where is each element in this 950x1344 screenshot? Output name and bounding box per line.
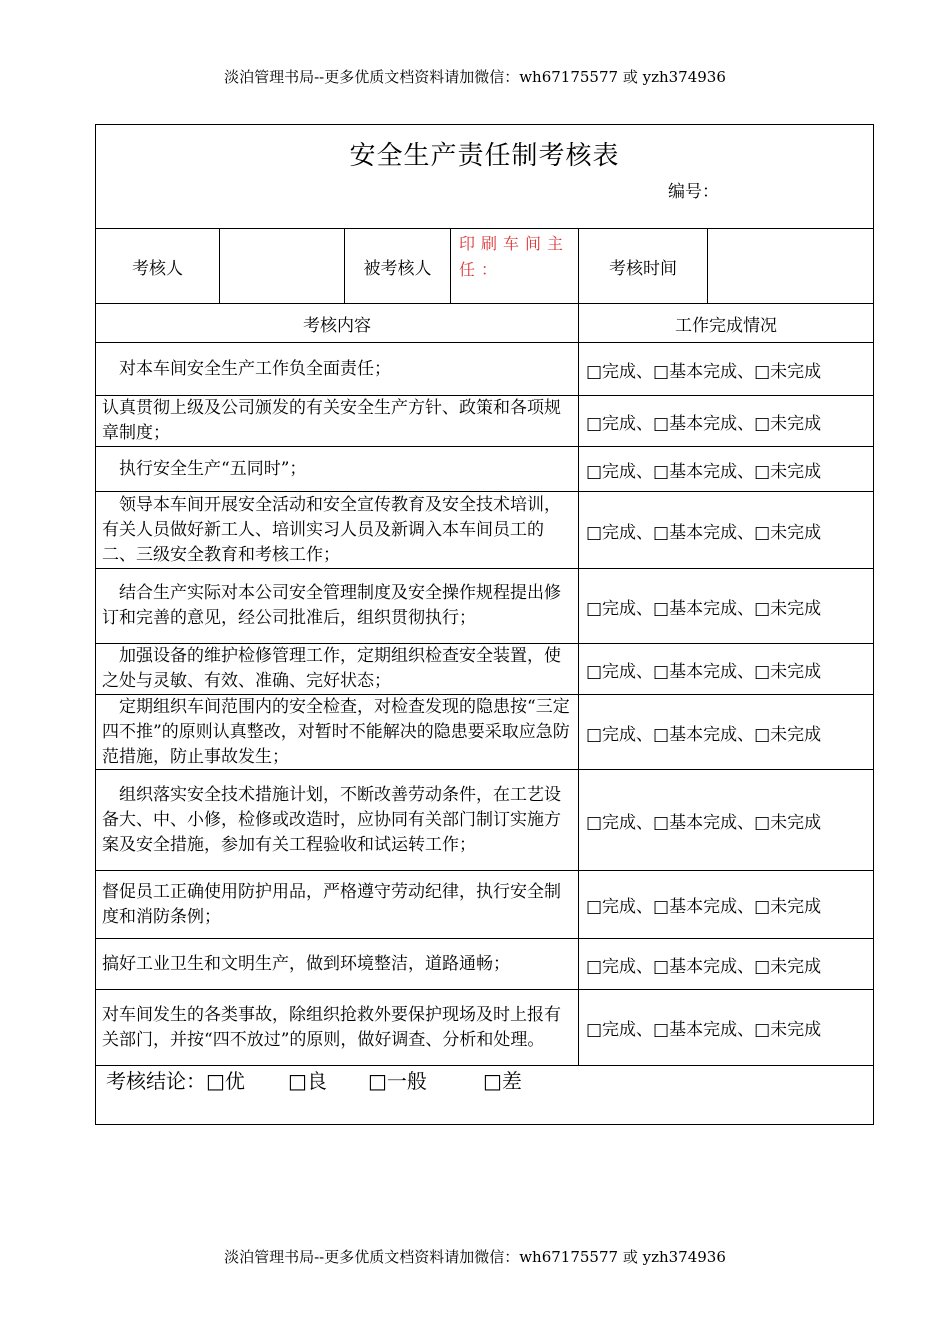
conclusion-option-excellent[interactable]: □优 — [206, 1069, 245, 1093]
item-status[interactable]: □完成、□基本完成、□未完成 — [586, 897, 822, 917]
item-content: 领导本车间开展安全活动和安全宣传教育及安全技术培训，有关人员做好新工人、培训实习人员及新调入本车间员工的二、三级安全教育和考核工作； — [102, 494, 561, 565]
time-label: 考核时间 — [609, 258, 677, 279]
conclusion-option-good[interactable]: □良 — [288, 1069, 327, 1093]
item-status[interactable]: □完成、□基本完成、□未完成 — [586, 812, 822, 833]
item-content: 认真贯彻上级及公司颁发的有关安全生产方针、政策和各项规章制度； — [102, 398, 561, 443]
item-content: 定期组织车间范围内的安全检查，对检查发现的隐患按“三定四不推”的原则认真整改，对暂时不能解决的隐患要采取应急防范措施，防止事故发生； — [102, 696, 570, 767]
conclusion-row — [106, 1065, 522, 1094]
item-status[interactable]: □完成、□基本完成、□未完成 — [586, 1020, 822, 1040]
item-status[interactable]: □完成、□基本完成、□未完成 — [586, 598, 822, 619]
item-content: 执行安全生产“五同时”； — [119, 458, 307, 479]
item-status[interactable]: □完成、□基本完成、□未完成 — [586, 461, 822, 482]
conclusion-option-poor[interactable]: □差 — [483, 1069, 522, 1093]
assessment-form — [95, 124, 874, 1125]
item-content: 对本车间安全生产工作负全面责任； — [119, 358, 391, 379]
assessor-value[interactable] — [220, 229, 344, 303]
form-title: 安全生产责任制考核表 — [349, 141, 620, 171]
item-content: 搞好工业卫生和文明生产，做到环境整洁，道路通畅； — [102, 953, 510, 974]
form-number-label: 编号： — [668, 182, 719, 202]
conclusion-option-average[interactable]: □一般 — [368, 1069, 427, 1093]
item-status[interactable]: □完成、□基本完成、□未完成 — [586, 724, 822, 745]
item-status[interactable]: □完成、□基本完成、□未完成 — [586, 522, 822, 543]
conclusion-label: 考核结论： — [106, 1069, 206, 1093]
item-status[interactable]: □完成、□基本完成、□未完成 — [586, 361, 822, 382]
header-note: 淡泊管理书局--更多优质文档资料请加微信：wh67175577 或 yzh374936 — [224, 68, 726, 86]
item-content: 对车间发生的各类事故，除组织抢救外要保护现场及时上报有关部门，并按“四不放过”的原则，做好调查、分析和处理。 — [102, 1004, 561, 1050]
assessee-value[interactable]: 印刷车间主任： — [459, 234, 570, 279]
content-header: 考核内容 — [303, 315, 371, 336]
item-content: 结合生产实际对本公司安全管理制度及安全操作规程提出修订和完善的意见，经公司批准后，组织贯彻执行； — [102, 583, 561, 628]
item-content: 组织落实安全技术措施计划，不断改善劳动条件，在工艺设备大、中、小修，检修或改造时，应协同有关部门制订实施方案及安全措施，参加有关工程验收和试运转工作； — [102, 784, 561, 855]
assessor-label: 考核人 — [132, 258, 183, 279]
item-status[interactable]: □完成、□基本完成、□未完成 — [586, 956, 822, 977]
item-status[interactable]: □完成、□基本完成、□未完成 — [586, 661, 822, 682]
item-content: 加强设备的维护检修管理工作，定期组织检查安全装置，使之处与灵敏、有效、准确、完好状态； — [102, 646, 561, 691]
item-status[interactable]: □完成、□基本完成、□未完成 — [586, 413, 822, 434]
status-header: 工作完成情况 — [675, 315, 777, 336]
rule — [578, 228, 579, 1065]
assessee-label: 被考核人 — [363, 258, 432, 279]
item-content: 督促员工正确使用防护用品，严格遵守劳动纪律，执行安全制度和消防条例； — [102, 881, 561, 927]
time-value[interactable] — [708, 229, 873, 303]
footer-note: 淡泊管理书局--更多优质文档资料请加微信：wh67175577 或 yzh374936 — [224, 1248, 726, 1266]
